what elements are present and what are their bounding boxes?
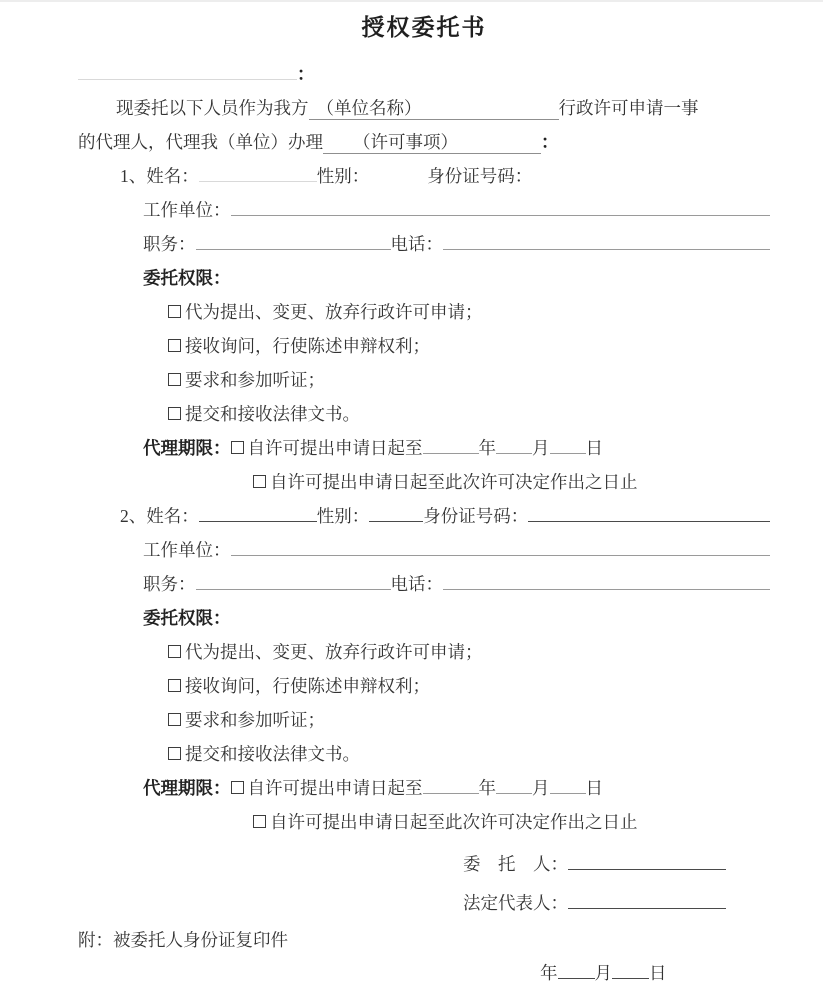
term-option-1-label: 自许可提出申请日起至	[247, 438, 423, 458]
authority-item	[78, 397, 770, 431]
checkbox-icon[interactable]	[231, 441, 244, 454]
date-year-field[interactable]	[558, 978, 595, 979]
authority-item	[78, 329, 770, 363]
job-phone-line	[78, 227, 770, 261]
phone-field[interactable]	[443, 589, 770, 590]
term-option-2	[78, 805, 770, 839]
checkbox-icon[interactable]	[168, 747, 181, 760]
addressee-blank-field[interactable]	[78, 79, 297, 80]
date-month-label: 月	[594, 963, 612, 983]
intro-colon: ：	[541, 132, 559, 152]
authority-item	[78, 363, 770, 397]
job-title-field[interactable]	[196, 589, 391, 590]
work-unit-label: 工作单位：	[143, 540, 231, 560]
authority-item-label: 要求和参加听证；	[185, 370, 325, 390]
work-unit-line	[78, 533, 770, 567]
intro-line-1	[78, 91, 770, 125]
month-label: 月	[532, 438, 550, 458]
checkbox-icon[interactable]	[168, 679, 181, 692]
term-option-2	[78, 465, 770, 499]
authority-label: 委托权限：	[143, 268, 231, 288]
year-label: 年	[478, 778, 496, 798]
id-number-field[interactable]	[528, 521, 770, 522]
term-option-1	[78, 431, 770, 465]
id-number-label: 身份证号码：	[427, 166, 533, 186]
principal-label: 委 托 人：	[463, 854, 568, 874]
checkbox-icon[interactable]	[231, 781, 244, 794]
month-label: 月	[532, 778, 550, 798]
authority-item	[78, 737, 770, 771]
day-field[interactable]	[550, 793, 586, 794]
person-section-1	[78, 159, 770, 499]
unit-name-hint: （单位名称）	[316, 98, 422, 118]
gender-field[interactable]	[369, 521, 423, 522]
job-title-label: 职务：	[143, 574, 196, 594]
person-section-2	[78, 499, 770, 839]
date-year-label: 年	[540, 963, 558, 983]
term-option-2-label: 自许可提出申请日起至此次许可决定作出之日止	[270, 472, 638, 492]
term-label: 代理期限：	[143, 778, 231, 798]
authority-item-label: 接收询问，行使陈述申辩权利；	[185, 676, 430, 696]
work-unit-label: 工作单位：	[143, 200, 231, 220]
intro-line-2	[78, 125, 770, 159]
name-field[interactable]	[199, 181, 317, 182]
term-option-1	[78, 771, 770, 805]
authority-item-label: 要求和参加听证；	[185, 710, 325, 730]
intro-text-pre-2: 的代理人，代理我（单位）办理	[78, 132, 323, 152]
term-label: 代理期限：	[143, 438, 231, 458]
attachment-label: 附：被委托人身份证复印件	[78, 930, 288, 950]
job-title-label: 职务：	[143, 234, 196, 254]
matter-hint: （许可事项）	[353, 132, 458, 152]
authority-item-label: 提交和接收法律文书。	[185, 744, 360, 764]
day-label: 日	[585, 438, 603, 458]
attachment-line	[78, 923, 770, 958]
authority-item-label: 代为提出、变更、放弃行政许可申请；	[185, 642, 483, 662]
name-field[interactable]	[199, 521, 317, 522]
authority-item-label: 接收询问，行使陈述申辩权利；	[185, 336, 430, 356]
unit-name-blank-field[interactable]	[309, 98, 559, 120]
year-label: 年	[478, 438, 496, 458]
authority-label: 委托权限：	[143, 608, 231, 628]
date-day-label: 日	[649, 963, 667, 983]
checkbox-icon[interactable]	[253, 475, 266, 488]
month-field[interactable]	[496, 453, 532, 454]
name-label: 姓名：	[146, 506, 199, 526]
intro-text-pre: 现委托以下人员作为我方	[116, 98, 309, 118]
month-field[interactable]	[496, 793, 532, 794]
person-index: 1、	[120, 166, 147, 186]
checkbox-icon[interactable]	[168, 305, 181, 318]
day-field[interactable]	[550, 453, 586, 454]
authority-item	[78, 669, 770, 703]
work-unit-field[interactable]	[231, 555, 771, 556]
work-unit-line	[78, 193, 770, 227]
checkbox-icon[interactable]	[168, 713, 181, 726]
addressee-colon: ：	[297, 64, 315, 84]
document-content	[0, 2, 823, 984]
principal-field[interactable]	[568, 869, 726, 870]
checkbox-icon[interactable]	[168, 407, 181, 420]
intro-text-post: 行政许可申请一事	[558, 98, 699, 118]
date-month-field[interactable]	[612, 978, 649, 979]
person-index: 2、	[120, 506, 147, 526]
authority-item-label: 代为提出、变更、放弃行政许可申请；	[185, 302, 483, 322]
name-line	[78, 159, 770, 193]
job-phone-line	[78, 567, 770, 601]
term-option-2-label: 自许可提出申请日起至此次许可决定作出之日止	[270, 812, 638, 832]
name-line	[78, 499, 770, 533]
name-label: 姓名：	[146, 166, 199, 186]
year-field[interactable]	[423, 453, 479, 454]
addressee-line	[78, 57, 770, 91]
phone-label: 电话：	[390, 574, 443, 594]
job-title-field[interactable]	[196, 249, 391, 250]
page-title: 授权委托书	[361, 15, 487, 40]
id-number-label: 身份证号码：	[423, 506, 529, 526]
authority-item	[78, 635, 770, 669]
legal-rep-label: 法定代表人：	[463, 893, 568, 913]
matter-blank-field[interactable]	[323, 132, 541, 154]
term-option-1-label: 自许可提出申请日起至	[247, 778, 423, 798]
day-label: 日	[585, 778, 603, 798]
legal-rep-line	[78, 884, 770, 923]
principal-line	[78, 845, 770, 884]
checkbox-icon[interactable]	[168, 339, 181, 352]
gender-label: 性别：	[316, 166, 370, 186]
phone-label: 电话：	[390, 234, 443, 254]
date-line	[78, 958, 770, 984]
work-unit-field[interactable]	[231, 215, 771, 216]
checkbox-icon[interactable]	[168, 373, 181, 386]
gender-label: 性别：	[316, 506, 370, 526]
authority-heading	[78, 261, 770, 295]
authority-heading	[78, 601, 770, 635]
authority-item	[78, 295, 770, 329]
phone-field[interactable]	[443, 249, 770, 250]
checkbox-icon[interactable]	[253, 815, 266, 828]
year-field[interactable]	[423, 793, 479, 794]
authority-item	[78, 703, 770, 737]
authority-item-label: 提交和接收法律文书。	[185, 404, 360, 424]
legal-rep-field[interactable]	[568, 908, 726, 909]
checkbox-icon[interactable]	[168, 645, 181, 658]
